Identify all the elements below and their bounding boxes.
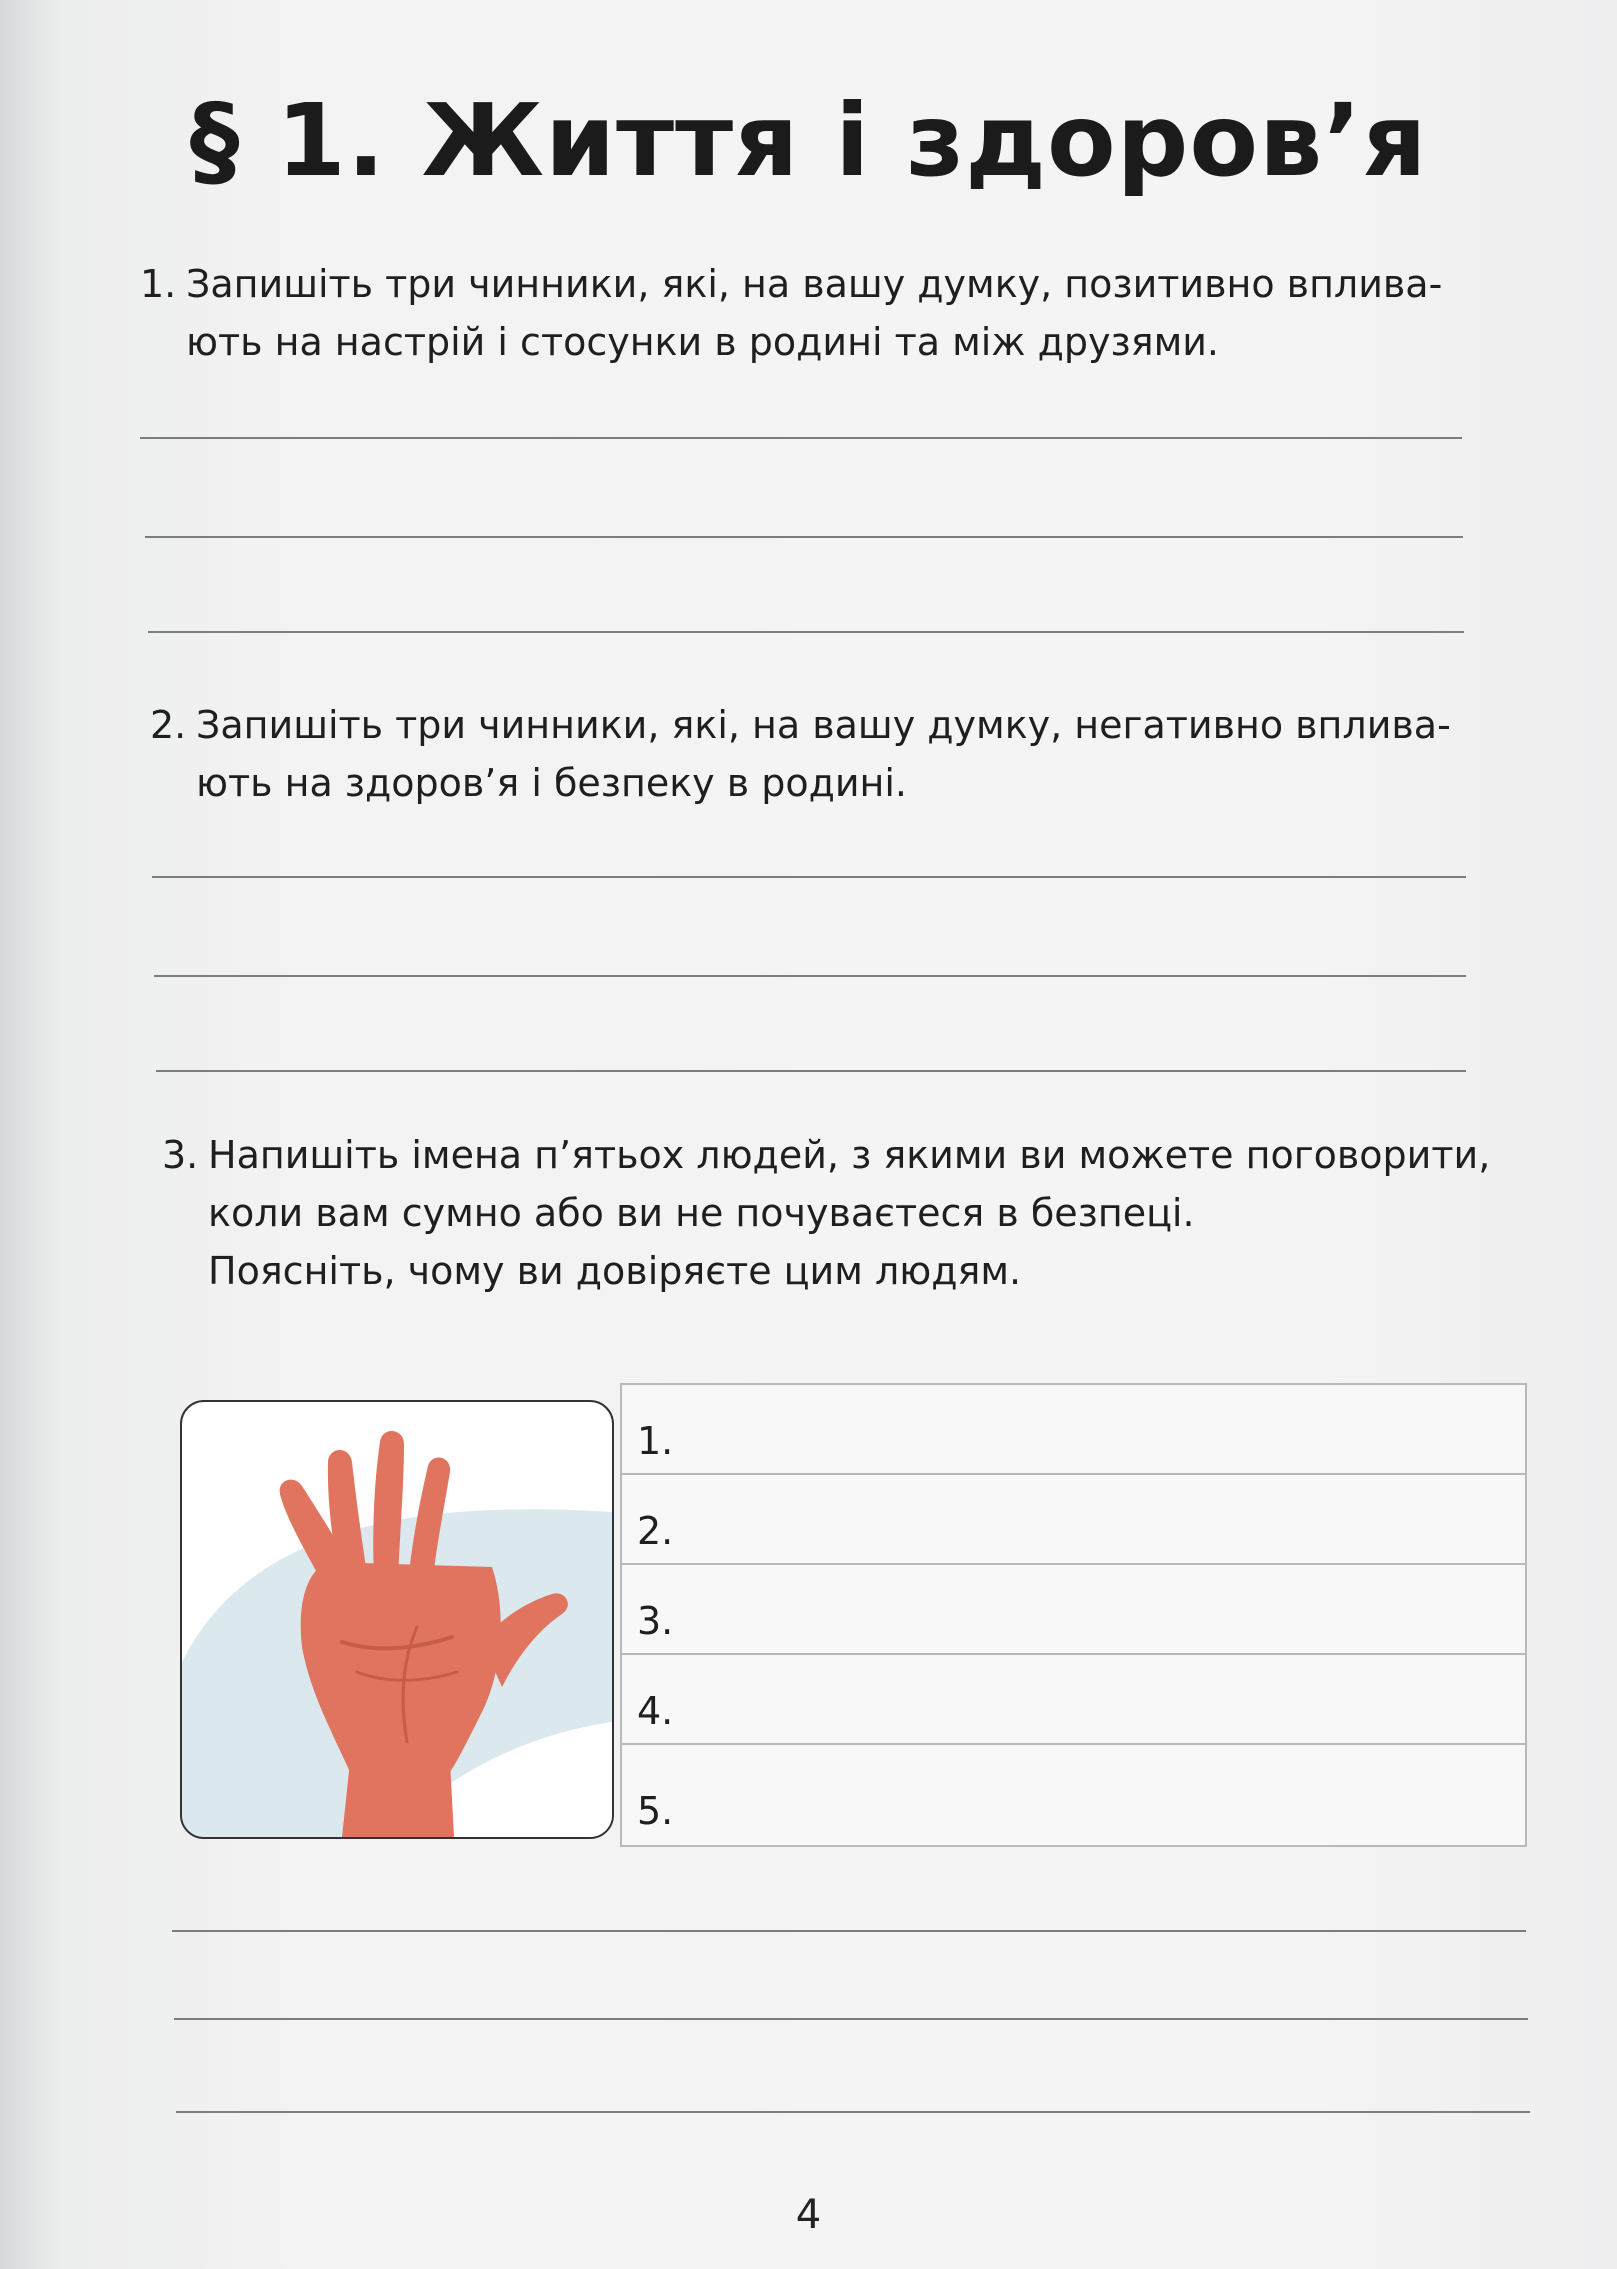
answer-line[interactable] — [152, 876, 1466, 878]
row-number: 4. — [637, 1689, 674, 1733]
question-number: 1. — [140, 262, 177, 306]
page-number: 4 — [795, 2192, 822, 2238]
question-text-line: Напишіть імена п’ятьох людей, з якими ви можете поговорити, — [208, 1133, 1491, 1177]
names-table — [620, 1383, 1527, 1847]
question-text-line: Поясніть, чому ви довіряєте цим людям. — [208, 1249, 1022, 1293]
answer-line[interactable] — [174, 2018, 1528, 2020]
row-number: 1. — [637, 1419, 674, 1463]
question-text-line: ють на здоров’я і безпеку в родині. — [196, 761, 908, 805]
question-1 — [140, 255, 1540, 371]
name-row[interactable] — [622, 1385, 1525, 1475]
answer-line[interactable] — [172, 1930, 1526, 1932]
question-text-line: ють на настрій і стосунки в родині та між друзями. — [186, 320, 1220, 364]
page-title: § 1. Життя і здоров’я — [189, 82, 1428, 199]
answer-line[interactable] — [140, 437, 1462, 439]
question-number: 2. — [150, 703, 187, 747]
question-number: 3. — [162, 1133, 199, 1177]
name-row[interactable] — [622, 1745, 1525, 1843]
question-3 — [162, 1126, 1562, 1300]
open-hand-icon — [182, 1402, 612, 1837]
question-text-line: коли вам сумно або ви не почуваєтеся в безпеці. — [208, 1191, 1195, 1235]
answer-line[interactable] — [154, 975, 1466, 977]
question-2 — [150, 696, 1550, 812]
answer-line[interactable] — [176, 2111, 1530, 2113]
answer-line[interactable] — [145, 536, 1463, 538]
answer-line[interactable] — [156, 1070, 1466, 1072]
question-text-line: Запишіть три чинники, які, на вашу думку, позитивно вплива- — [186, 262, 1443, 306]
row-number: 2. — [637, 1509, 674, 1553]
name-row[interactable] — [622, 1475, 1525, 1565]
row-number: 5. — [637, 1789, 674, 1833]
hand-illustration — [180, 1400, 614, 1839]
name-row[interactable] — [622, 1565, 1525, 1655]
row-number: 3. — [637, 1599, 674, 1643]
question-text-line: Запишіть три чинники, які, на вашу думку, негативно вплива- — [196, 703, 1451, 747]
name-row[interactable] — [622, 1655, 1525, 1745]
answer-line[interactable] — [148, 631, 1464, 633]
